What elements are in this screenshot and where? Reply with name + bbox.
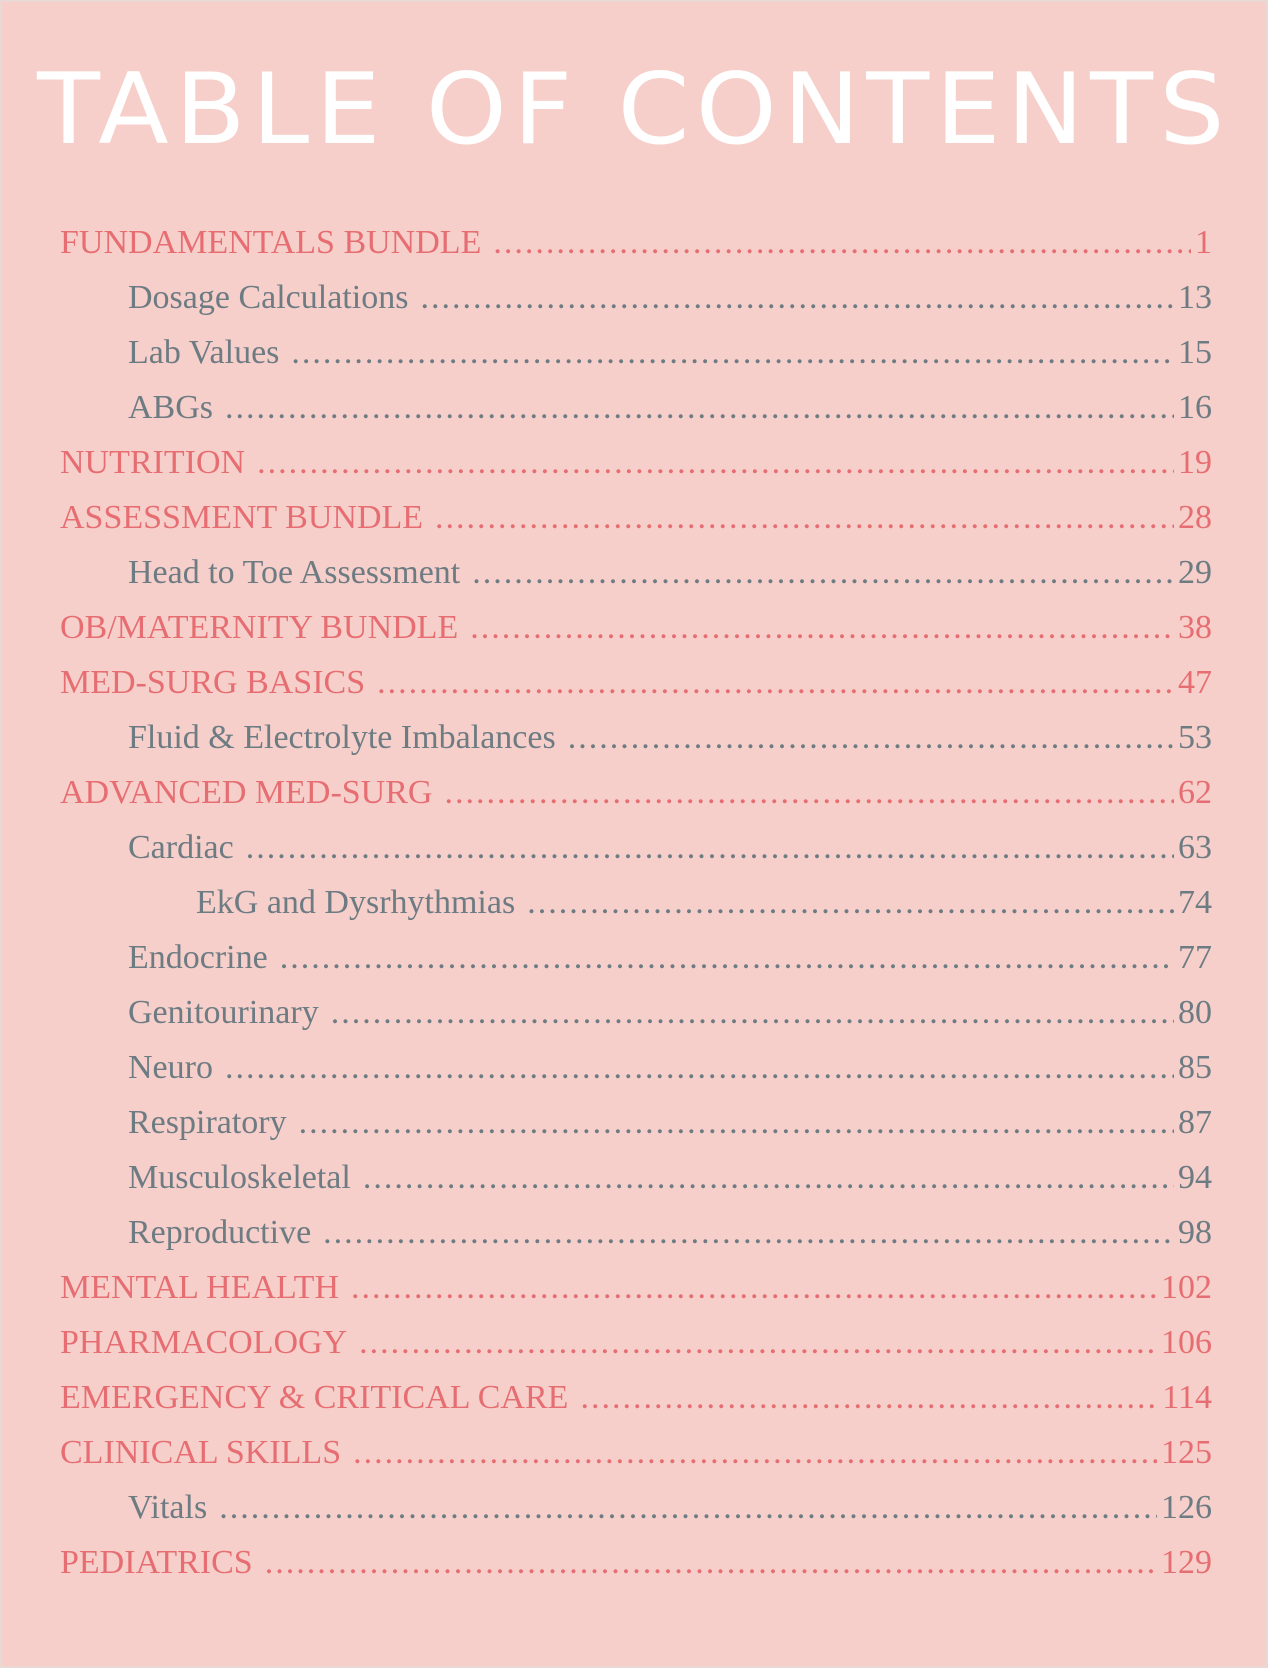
toc-section-entry[interactable] — [60, 774, 1212, 829]
toc-section-entry[interactable] — [60, 444, 1212, 499]
toc-entry-page-number: 62 — [1178, 774, 1212, 811]
toc-entry-page-number: 77 — [1178, 939, 1212, 976]
toc-entry-page-number: 19 — [1178, 444, 1212, 481]
dot-leader — [568, 719, 1174, 757]
toc-list — [60, 224, 1212, 1599]
toc-entry-page-number: 126 — [1161, 1489, 1212, 1526]
dot-leader — [435, 499, 1174, 537]
toc-section-entry[interactable] — [60, 1324, 1212, 1379]
toc-entry-label: FUNDAMENTALS BUNDLE — [60, 224, 482, 261]
toc-subsection-entry[interactable] — [60, 1104, 1212, 1159]
toc-entry-label: Genitourinary — [128, 994, 319, 1031]
dot-leader — [377, 664, 1174, 702]
toc-subsection-entry[interactable] — [60, 884, 1212, 939]
toc-entry-page-number: 28 — [1178, 499, 1212, 536]
toc-entry-page-number: 106 — [1161, 1324, 1212, 1361]
toc-entry-label: Neuro — [128, 1049, 213, 1086]
dot-leader — [420, 279, 1174, 317]
toc-entry-label: CLINICAL SKILLS — [60, 1434, 342, 1471]
dot-leader — [299, 1104, 1174, 1142]
toc-entry-label: MENTAL HEALTH — [60, 1269, 340, 1306]
toc-entry-label: OB/MATERNITY BUNDLE — [60, 609, 459, 646]
dot-leader — [219, 1489, 1157, 1527]
toc-entry-label: Reproductive — [128, 1214, 312, 1251]
toc-entry-page-number: 129 — [1161, 1544, 1212, 1581]
dot-leader — [323, 1214, 1174, 1252]
dot-leader — [353, 1434, 1157, 1472]
dot-leader — [363, 1159, 1174, 1197]
toc-entry-page-number: 13 — [1178, 279, 1212, 316]
toc-entry-page-number: 15 — [1178, 334, 1212, 371]
toc-section-entry[interactable] — [60, 664, 1212, 719]
toc-section-entry[interactable] — [60, 1269, 1212, 1324]
toc-entry-page-number: 87 — [1178, 1104, 1212, 1141]
toc-entry-page-number: 29 — [1178, 554, 1212, 591]
toc-entry-label: Musculoskeletal — [128, 1159, 351, 1196]
toc-entry-page-number: 94 — [1178, 1159, 1212, 1196]
toc-subsection-entry[interactable] — [60, 994, 1212, 1049]
toc-entry-page-number: 63 — [1178, 829, 1212, 866]
toc-entry-label: Respiratory — [128, 1104, 287, 1141]
toc-entry-page-number: 53 — [1178, 719, 1212, 756]
toc-entry-label: ASSESSMENT BUNDLE — [60, 499, 424, 536]
toc-subsection-entry[interactable] — [60, 279, 1212, 334]
dot-leader — [257, 444, 1174, 482]
toc-entry-page-number: 102 — [1161, 1269, 1212, 1306]
dot-leader — [265, 1544, 1157, 1582]
toc-subsection-entry[interactable] — [60, 334, 1212, 389]
toc-section-entry[interactable] — [60, 609, 1212, 664]
toc-subsection-entry[interactable] — [60, 1049, 1212, 1104]
dot-leader — [291, 334, 1174, 372]
toc-entry-label: Dosage Calculations — [128, 279, 409, 316]
toc-section-entry[interactable] — [60, 1379, 1212, 1434]
toc-subsection-entry[interactable] — [60, 554, 1212, 609]
toc-entry-page-number: 114 — [1162, 1379, 1212, 1416]
toc-entry-label: Endocrine — [128, 939, 268, 976]
toc-entry-label: EMERGENCY & CRITICAL CARE — [60, 1379, 569, 1416]
dot-leader — [246, 829, 1174, 867]
toc-entry-label: Cardiac — [128, 829, 234, 866]
toc-entry-label: PHARMACOLOGY — [60, 1324, 348, 1361]
toc-entry-page-number: 80 — [1178, 994, 1212, 1031]
toc-subsection-entry[interactable] — [60, 1214, 1212, 1269]
toc-section-entry[interactable] — [60, 224, 1212, 279]
toc-subsection-entry[interactable] — [60, 719, 1212, 774]
dot-leader — [225, 389, 1174, 427]
dot-leader — [470, 609, 1174, 647]
toc-entry-label: NUTRITION — [60, 444, 246, 481]
dot-leader — [351, 1269, 1157, 1307]
dot-leader — [331, 994, 1174, 1032]
dot-leader — [580, 1379, 1158, 1417]
toc-entry-page-number: 38 — [1178, 609, 1212, 646]
toc-entry-label: MED-SURG BASICS — [60, 664, 366, 701]
toc-entry-label: Fluid & Electrolyte Imbalances — [128, 719, 556, 756]
toc-subsection-entry[interactable] — [60, 389, 1212, 444]
toc-entry-label: Head to Toe Assessment — [128, 554, 461, 591]
dot-leader — [527, 884, 1174, 922]
toc-entry-label: ABGs — [128, 389, 214, 426]
dot-leader — [472, 554, 1174, 592]
dot-leader — [493, 224, 1191, 262]
toc-entry-page-number: 16 — [1178, 389, 1212, 426]
toc-entry-page-number: 74 — [1178, 884, 1212, 921]
toc-entry-page-number: 1 — [1195, 224, 1212, 261]
toc-section-entry[interactable] — [60, 499, 1212, 554]
toc-section-entry[interactable] — [60, 1434, 1212, 1489]
toc-entry-page-number: 85 — [1178, 1049, 1212, 1086]
toc-subsection-entry[interactable] — [60, 939, 1212, 994]
toc-entry-label: ADVANCED MED-SURG — [60, 774, 433, 811]
toc-subsection-entry[interactable] — [60, 1159, 1212, 1214]
dot-leader — [444, 774, 1174, 812]
toc-entry-label: Vitals — [128, 1489, 208, 1526]
toc-entry-label: EkG and Dysrhythmias — [196, 884, 516, 921]
toc-entry-page-number: 125 — [1161, 1434, 1212, 1471]
toc-section-entry[interactable] — [60, 1544, 1212, 1599]
dot-leader — [359, 1324, 1157, 1362]
dot-leader — [225, 1049, 1174, 1087]
toc-subsection-entry[interactable] — [60, 829, 1212, 884]
toc-entry-page-number: 98 — [1178, 1214, 1212, 1251]
toc-entry-label: PEDIATRICS — [60, 1544, 253, 1581]
toc-subsection-entry[interactable] — [60, 1489, 1212, 1544]
dot-leader — [280, 939, 1174, 977]
page-title: TABLE OF CONTENTS — [37, 53, 1231, 167]
toc-entry-page-number: 47 — [1178, 664, 1212, 701]
toc-entry-label: Lab Values — [128, 334, 280, 371]
